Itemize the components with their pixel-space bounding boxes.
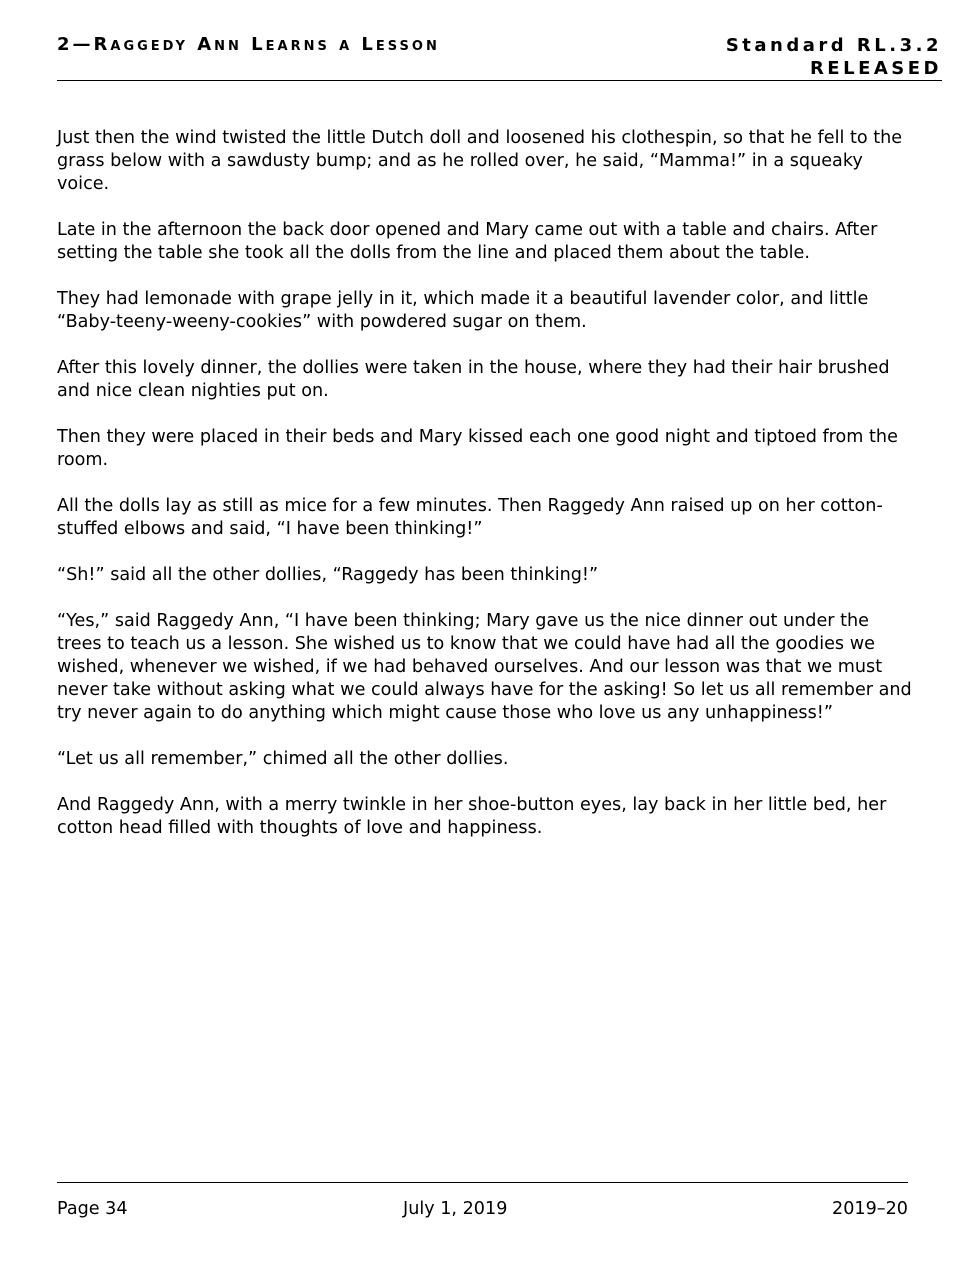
paragraph: And Raggedy Ann, with a merry twinkle in her shoe-button eyes, lay back in her little bed, her cotton head filled with thoughts of love and happiness. [57,795,887,838]
passage-title: Raggedy Ann Learns a Lesson [93,34,440,55]
released-label: RELEASED [809,58,942,79]
paragraph: “Sh!” said all the other dollies, “Raggedy has been thinking!” [57,565,599,585]
paragraph: They had lemonade with grape jelly in it, which made it a beautiful lavender color, and little “Baby-teeny-weeny-cookies” with powdered sugar on them. [57,289,869,332]
footer-divider [57,1182,908,1183]
header-title-block [57,34,440,56]
page-header [57,34,942,81]
paragraph: Late in the afternoon the back door opened and Mary came out with a table and chairs. After setting the table she took all the dolls from the line and placed them about the table. [57,220,878,263]
paragraph: “Yes,” said Raggedy Ann, “I have been thinking; Mary gave us the nice dinner out under the trees to teach us a lesson. She wished us to know that we could have had all the goodies we wished, whenever we wished, if we had behaved ourselves. And our lesson was that we must never take without asking what we could always have for the asking! So let us all remember and try never again to do anything which might cause those who love us any unhappiness!” [57,611,912,723]
paragraph: Just then the wind twisted the little Dutch doll and loosened his clothespin, so that he fell to the grass below with a sawdusty bump; and as he rolled over, he said, “Mamma!” in a squeaky voice. [57,128,903,194]
paragraph: “Let us all remember,” chimed all the other dollies. [57,749,509,769]
footer-date: July 1, 2019 [403,1199,508,1219]
header-standard-block [726,34,942,80]
header-dash: — [72,34,94,55]
standard-label: Standard RL.3.2 [725,35,942,56]
paragraph: All the dolls lay as still as mice for a few minutes. Then Raggedy Ann raised up on her cotton-stuffed elbows and said, “I have been thinking!” [57,496,883,539]
passage-body [57,127,919,863]
page-number: Page 34 [57,1199,128,1219]
footer-year: 2019–20 [832,1199,908,1219]
paragraph: After this lovely dinner, the dollies were taken in the house, where they had their hair brushed and nice clean nighties put on. [57,358,890,401]
paragraph: Then they were placed in their beds and Mary kissed each one good night and tiptoed from the room. [57,427,898,470]
header-number: 2 [57,34,73,55]
